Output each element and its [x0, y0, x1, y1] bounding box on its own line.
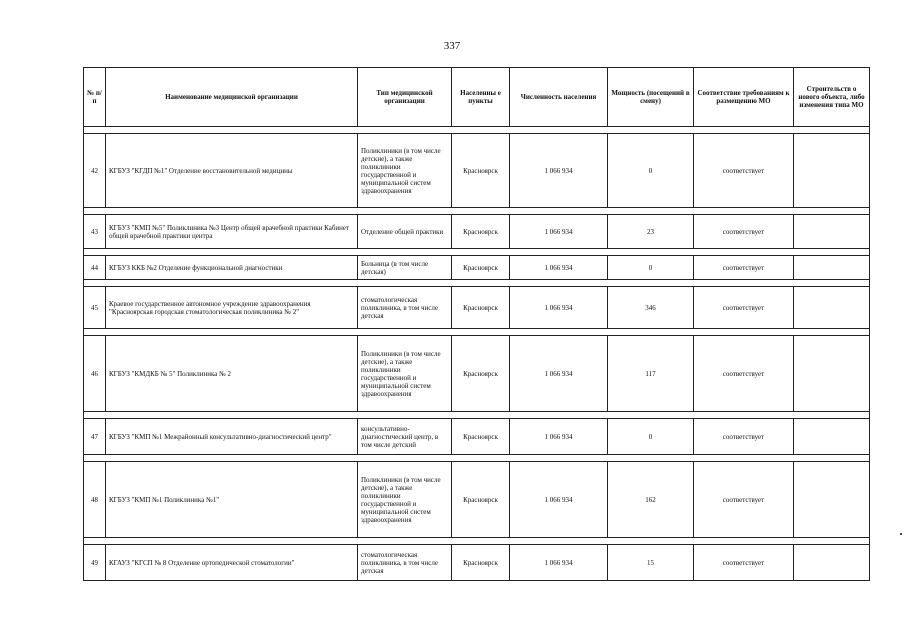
row-compliance: соответствует	[694, 287, 794, 329]
header-construction: Строительств о нового объекта, либо изменения типа МО	[794, 68, 870, 127]
gap-row	[84, 280, 870, 287]
row-settlement: Красноярск	[452, 134, 510, 208]
row-organization-name: КГБУЗ "КМДКБ № 5" Поликлиника № 2	[106, 336, 358, 412]
table-row	[84, 256, 870, 280]
row-population: 1 066 934	[510, 134, 608, 208]
row-settlement: Красноярск	[452, 256, 510, 280]
scan-mark	[900, 533, 902, 535]
row-compliance: соответствует	[694, 419, 794, 455]
row-settlement: Красноярск	[452, 545, 510, 581]
table-row	[84, 215, 870, 249]
row-capacity: 117	[608, 336, 694, 412]
gap-row	[84, 412, 870, 419]
row-number: 48	[84, 462, 106, 538]
row-organization-type: стоматологическая поликлиника, в том числе детская	[358, 287, 452, 329]
table-row	[84, 287, 870, 329]
row-number: 42	[84, 134, 106, 208]
row-construction	[794, 256, 870, 280]
row-construction	[794, 134, 870, 208]
row-organization-name: КГБУЗ ККБ №2 Отделение функциональной диагностики	[106, 256, 358, 280]
row-compliance: соответствует	[694, 256, 794, 280]
row-construction	[794, 287, 870, 329]
row-organization-type: Поликлиники (в том числе детские), а также поликлиники государственной и муниципальной систем здравоохранения	[358, 134, 452, 208]
row-number: 43	[84, 215, 106, 249]
row-capacity: 15	[608, 545, 694, 581]
row-population: 1 066 934	[510, 545, 608, 581]
header-number: № п/п	[84, 68, 106, 127]
row-compliance: соответствует	[694, 462, 794, 538]
header-settlement: Населенны е пункты	[452, 68, 510, 127]
row-population: 1 066 934	[510, 215, 608, 249]
row-construction	[794, 462, 870, 538]
gap-row	[84, 538, 870, 545]
row-capacity: 346	[608, 287, 694, 329]
row-organization-type: Поликлиники (в том числе детские), а также поликлиники государственной и муниципальной систем здравоохранения	[358, 336, 452, 412]
row-population: 1 066 934	[510, 287, 608, 329]
row-compliance: соответствует	[694, 336, 794, 412]
row-capacity: 23	[608, 215, 694, 249]
row-organization-name: КГБУЗ "КГДП №1" Отделение восстановительной медицины	[106, 134, 358, 208]
row-organization-name: КГБУЗ "КМП №5" Поликлиника №3 Центр общей врачебной практики Кабинет общей врачебной практики центра	[106, 215, 358, 249]
row-compliance: соответствует	[694, 134, 794, 208]
row-organization-type: консультативно-диагностический центр, в том числе детский	[358, 419, 452, 455]
row-capacity: 0	[608, 419, 694, 455]
row-organization-name: КГБУЗ "КМП №1 Межрайонный консультативно-диагностический центр"	[106, 419, 358, 455]
gap-row	[84, 455, 870, 462]
row-compliance: соответствует	[694, 545, 794, 581]
header-organization-name: Наименование медицинской организации	[106, 68, 358, 127]
row-number: 45	[84, 287, 106, 329]
row-settlement: Красноярск	[452, 462, 510, 538]
row-compliance: соответствует	[694, 215, 794, 249]
row-construction	[794, 545, 870, 581]
row-construction	[794, 419, 870, 455]
row-number: 46	[84, 336, 106, 412]
row-organization-name: Краевое государственное автономное учреждение здравоохранения "Красноярская городская стоматологическая поликлиника № 2"	[106, 287, 358, 329]
header-organization-type: Тип медицинской организации	[358, 68, 452, 127]
header-capacity: Мощность (посещений в смену)	[608, 68, 694, 127]
table-row	[84, 336, 870, 412]
row-population: 1 066 934	[510, 336, 608, 412]
row-capacity: 162	[608, 462, 694, 538]
row-population: 1 066 934	[510, 419, 608, 455]
row-population: 1 066 934	[510, 256, 608, 280]
row-settlement: Красноярск	[452, 215, 510, 249]
row-organization-type: Отделение общей практики	[358, 215, 452, 249]
row-organization-type: Больница (в том числе детская)	[358, 256, 452, 280]
table-row	[84, 419, 870, 455]
page-number: 337	[443, 40, 461, 52]
row-construction	[794, 336, 870, 412]
row-number: 47	[84, 419, 106, 455]
row-settlement: Красноярск	[452, 336, 510, 412]
row-capacity: 0	[608, 134, 694, 208]
table-row	[84, 545, 870, 581]
row-organization-name: КГАУЗ "КГСП № 8 Отделение ортопедической стоматологии"	[106, 545, 358, 581]
table-row	[84, 134, 870, 208]
row-capacity: 0	[608, 256, 694, 280]
table-header-row	[84, 68, 870, 127]
row-population: 1 066 934	[510, 462, 608, 538]
row-organization-type: стоматологическая поликлиника, в том числе детская	[358, 545, 452, 581]
header-compliance: Соответствие требованиям к размещению МО	[694, 68, 794, 127]
row-organization-name: КГБУЗ "КМП №1 Поликлиника №1"	[106, 462, 358, 538]
header-population: Численность населения	[510, 68, 608, 127]
table-row	[84, 462, 870, 538]
gap-row	[84, 127, 870, 134]
gap-row	[84, 208, 870, 215]
gap-row	[84, 329, 870, 336]
row-settlement: Красноярск	[452, 287, 510, 329]
gap-row	[84, 249, 870, 256]
row-settlement: Красноярск	[452, 419, 510, 455]
row-construction	[794, 215, 870, 249]
row-number: 49	[84, 545, 106, 581]
medical-organizations-table	[83, 67, 870, 581]
row-organization-type: Поликлиники (в том числе детские), а также поликлиники государственной и муниципальной систем здравоохранения	[358, 462, 452, 538]
row-number: 44	[84, 256, 106, 280]
